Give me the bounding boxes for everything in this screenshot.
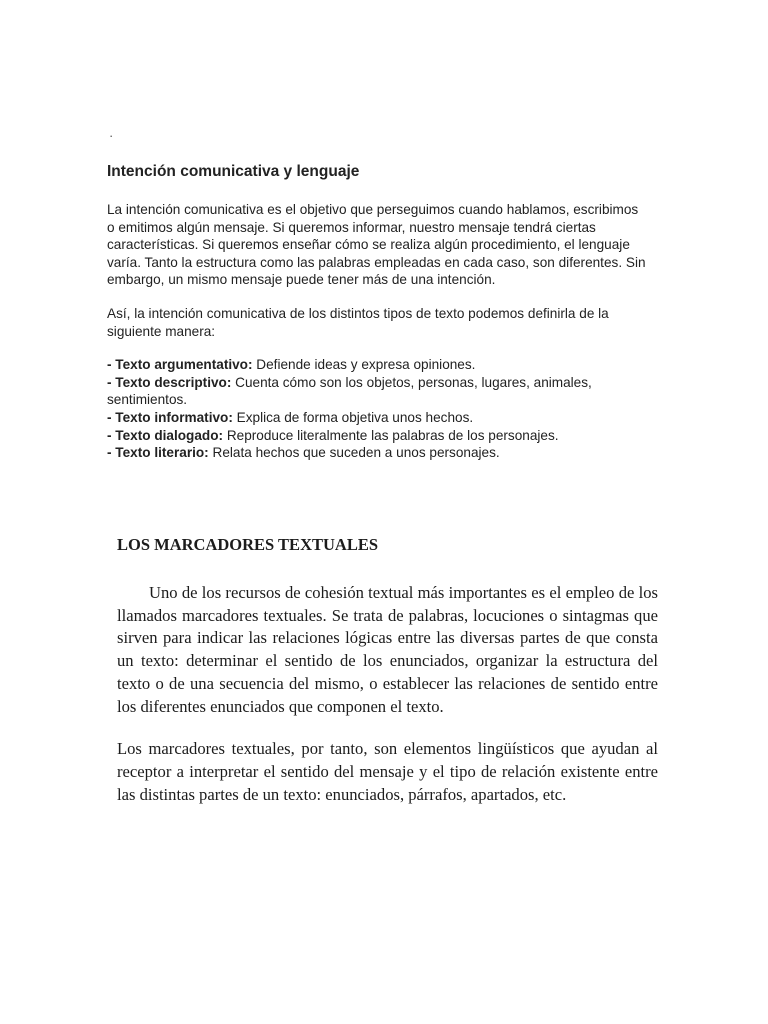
intro-paragraph: La intención comunicativa es el objetivo que perseguimos cuando hablamos, escribimos o emitimos algún mensaje. Si queremos informar, nuestro mensaje tendrá ciertas características. Si queremos enseñar cómo se realiza algún procedimiento, el lenguaje varía. Tanto la estructura como las palabras empleadas en cada caso, son diferentes. Sin embargo, un mismo mensaje puede tener más de una intención. (107, 202, 646, 288)
list-item-description: Cuenta cómo son los objetos, personas, lugares, animales, sentimientos. (107, 374, 592, 408)
list-item-term: - Texto literario: (107, 445, 209, 461)
list-item-description: Relata hechos que suceden a unos personajes. (208, 445, 500, 461)
text-types-intro-paragraph: Así, la intención comunicativa de los distintos tipos de texto podemos definirla de la siguiente manera: (107, 305, 609, 339)
page-mark: · (109, 128, 114, 143)
list-item-description: Reproduce literalmente las palabras de los personajes. (223, 427, 559, 443)
list-item-term: - Texto descriptivo: (107, 374, 232, 390)
markers-function-paragraph: Los marcadores textuales, por tanto, son elementos lingüísticos que ayudan al receptor a interpretar el sentido del mensaje y el tipo de relación existente entre las distintas partes de un texto: enunciados, párrafos, apartados, etc. (117, 739, 658, 804)
list-item-description: Defiende ideas y expresa opiniones. (252, 357, 476, 373)
section-title: Intención comunicativa y lenguaje (107, 163, 360, 180)
textual-markers-section (117, 534, 658, 806)
communicative-intention-section (107, 162, 647, 462)
list-item (107, 444, 647, 462)
list-item (107, 409, 647, 427)
list-item-description: Explica de forma objetiva unos hechos. (232, 409, 474, 425)
text-types-list (107, 356, 647, 462)
list-item (107, 427, 647, 445)
list-item (107, 356, 647, 374)
list-item (107, 374, 647, 409)
markers-definition-paragraph: Uno de los recursos de cohesión textual más importantes es el empleo de los llamados marcadores textuales. Se trata de palabras, locuciones o sintagmas que sirven para indicar las relaciones lógicas entre las diversas partes de que consta un texto: determinar el sentido de los enunciados, organizar la estructura del texto o de una secuencia del mismo, o establecer las relaciones de sentido entre los diferentes enunciados que componen el texto. (117, 583, 658, 716)
list-item-term: - Texto argumentativo: (107, 357, 253, 373)
section-title: LOS MARCADORES TEXTUALES (117, 535, 379, 554)
list-item-term: - Texto dialogado: (107, 427, 224, 443)
list-item-term: - Texto informativo: (107, 409, 233, 425)
